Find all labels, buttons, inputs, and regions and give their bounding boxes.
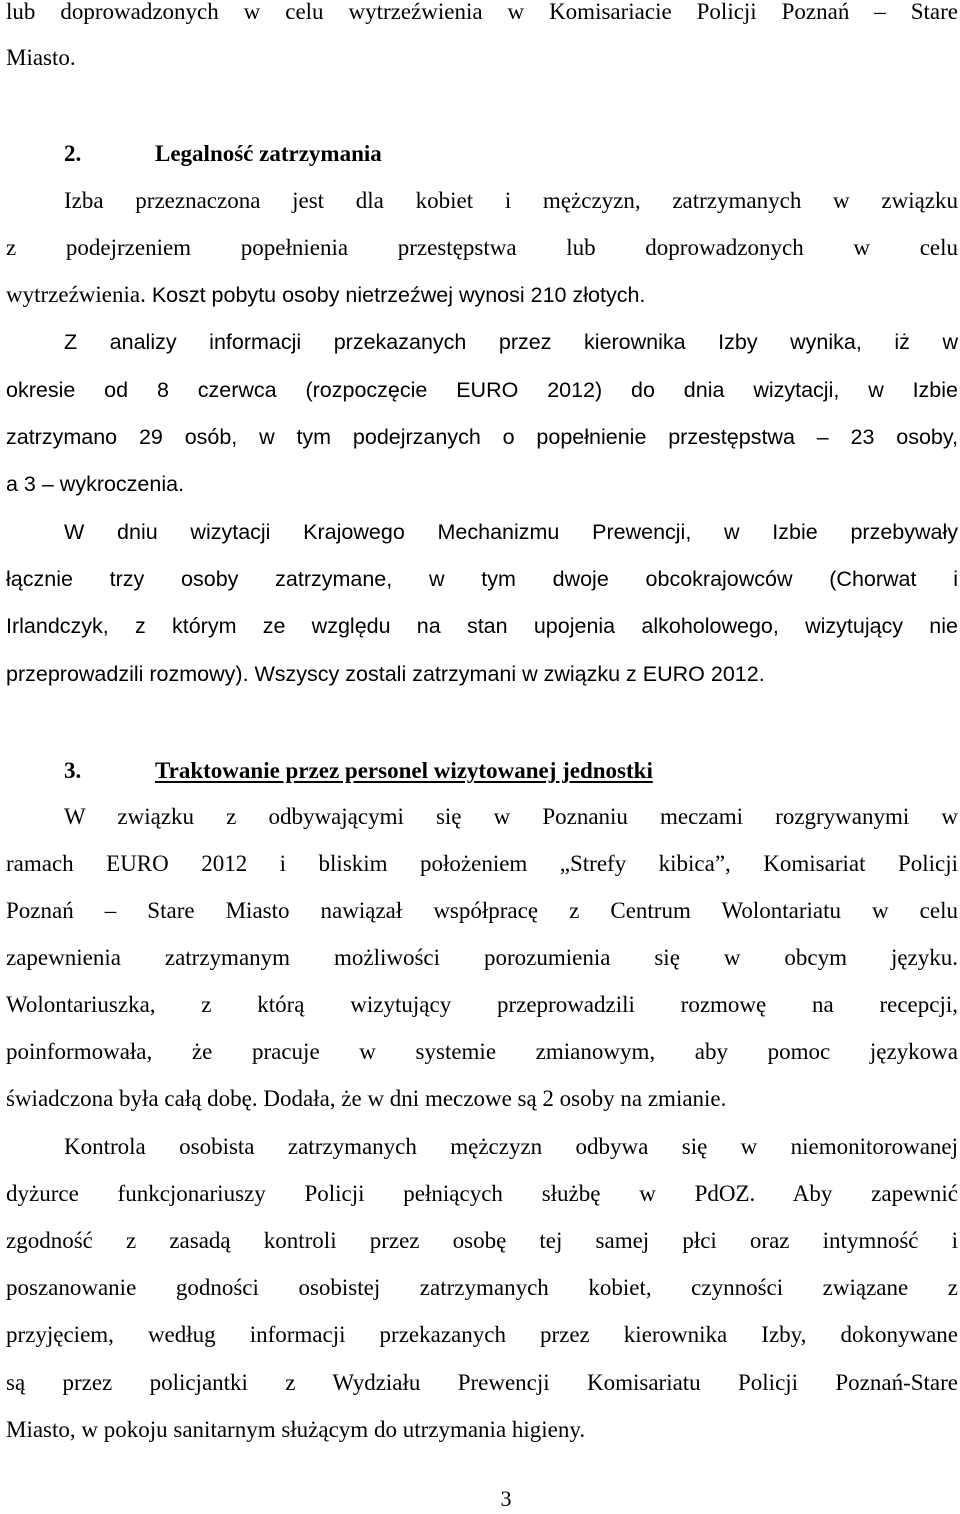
text-line: z podejrzeniem popełnienia przestępstwa lub doprowadzonych w celu [6,235,958,260]
text-line: przyjęciem, według informacji przekazanych przez kierownika Izby, dokonywane [6,1322,958,1347]
section-heading [6,134,958,174]
text-line: poinformowała, że pracuje w systemie zmianowym, aby pomoc językowa [6,1039,958,1064]
text-line: a 3 – wykroczenia. [6,472,185,496]
text-line: W dniu wizytacji Krajowego Mechanizmu Prewencji, w Izbie przebywały [64,520,958,544]
page-number: 3 [500,1486,512,1511]
text-line: Poznań – Stare Miasto nawiązał współpracę z Centrum Wolontariatu w celu [6,898,958,923]
text-line-mixed [6,275,958,315]
text-line: Miasto, w pokoju sanitarnym służącym do utrzymania higieny. [6,1417,586,1442]
text-line: Z analizy informacji przekazanych przez kierownika Izby wynika, iż w [64,330,958,354]
section-number: 2. [64,141,82,166]
text-line: świadczona była całą dobę. Dodała, że w dni meczowe są 2 osoby na zmianie. [6,1086,727,1111]
text-line: łącznie trzy osoby zatrzymane, w tym dwoje obcokrajowców (Chorwat i [6,567,958,591]
text-line: lub doprowadzonych w celu wytrzeźwienia w Komisariacie Policji Poznań – Stare [6,0,958,24]
text-line: Irlandczyk, z którym ze względu na stan upojenia alkoholowego, wizytujący nie [6,614,958,638]
text-line: dyżurce funkcjonariuszy Policji pełniących służbę w PdOZ. Aby zapewnić [6,1181,958,1206]
text-line: Izba przeznaczona jest dla kobiet i mężczyzn, zatrzymanych w związku [64,188,958,213]
section-title: Traktowanie przez personel wizytowanej jednostki [155,758,653,783]
text-fragment: wytrzeźwienia. [6,282,146,307]
text-fragment: Koszt pobytu osoby nietrzeźwej wynosi 210 złotych. [145,283,646,307]
text-line: ramach EURO 2012 i bliskim położeniem „Strefy kibica”, Komisariat Policji [6,851,958,876]
text-line: zgodność z zasadą kontroli przez osobę tej samej płci oraz intymność i [6,1228,958,1253]
section-number: 3. [64,758,82,783]
text-line: przeprowadzili rozmowy). Wszyscy zostali zatrzymani w związku z EURO 2012. [6,662,765,686]
section-heading [6,751,958,791]
text-line: zapewnienia zatrzymanym możliwości porozumienia się w obcym języku. [6,945,958,970]
text-line: Miasto. [6,45,76,70]
text-line: są przez policjantki z Wydziału Prewencji Komisariatu Policji Poznań-Stare [6,1370,958,1395]
text-line: poszanowanie godności osobistej zatrzymanych kobiet, czynności związane z [6,1275,958,1300]
text-line: okresie od 8 czerwca (rozpoczęcie EURO 2012) do dnia wizytacji, w Izbie [6,378,958,402]
text-line: Wolontariuszka, z którą wizytujący przeprowadzili rozmowę na recepcji, [6,992,958,1017]
section-title: Legalność zatrzymania [155,141,382,166]
text-line: W związku z odbywającymi się w Poznaniu meczami rozgrywanymi w [64,804,958,829]
text-line: Kontrola osobista zatrzymanych mężczyzn odbywa się w niemonitorowanej [64,1134,958,1159]
text-line: zatrzymano 29 osób, w tym podejrzanych o popełnienie przestępstwa – 23 osoby, [6,425,958,449]
